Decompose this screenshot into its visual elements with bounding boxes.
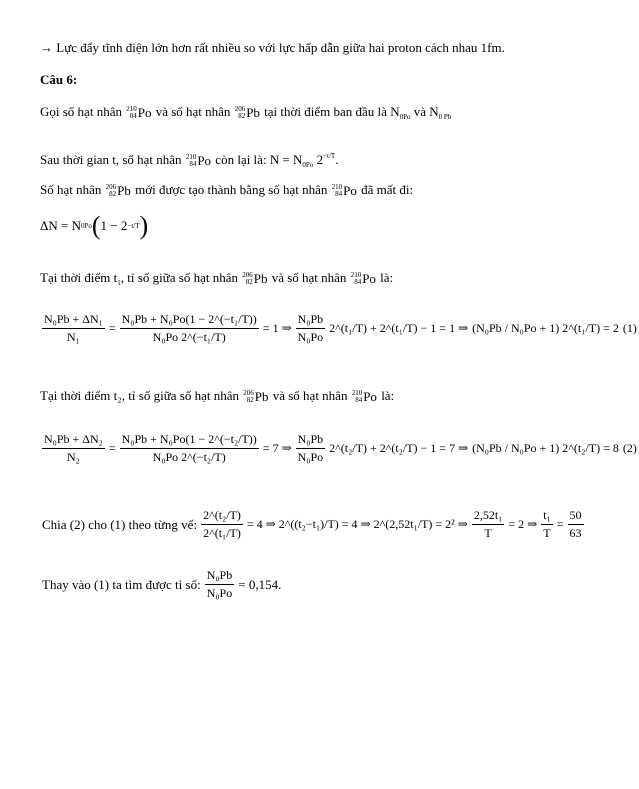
line-t1: Tại thời điểm $t_1$, tỉ số giữa số hạt nhân 206 82 Pb và số hạt nhân 210 84 Po là: (40, 270, 394, 287)
nuclide-pb: 206 82 Pb (234, 105, 260, 121)
line-t2: Tại thời điểm t₂, tỉ số giữa số hạt nhân 206 82 Pb và số hạt nhân 210 84 Po là: (40, 388, 395, 405)
line-goi: Gọi số hạt nhân 210 84 Po và số hạt nhân 206 82 Pb tại thời điểm ban đầu là $N_{0Po}$ và $N_{0 Pb}$ (40, 104, 452, 121)
equation-delta-n: ΔN = N 0Po ( 1 − 2 −t/T ) (40, 211, 149, 240)
equation-1: $\frac{\text{N₀Pb + ΔN₁}}{\text{N₁}}$ = $\frac{\text{N₀Pb + N₀Po(1 − 2\textasciicircum{}(−t₁/T))}}{\text{N₀Po 2\textasciicircum{}(−t₁/T)}}$ = 1 ⇒ $\frac{\text{N₀Pb}}{\text{N₀Po}}$ 2^(t₁/T) + 2^(t₁/T) − 1 = 1 ⇒ (N₀Pb / N₀Po + 1) 2^(t₁/T) = 2 (1) (44, 312, 637, 344)
equation-2: $\frac{\text{N₀Pb + ΔN₂}}{\text{N₂}}$ = $\frac{\text{N₀Pb + N₀Po(1 − 2\textasciicircum{}(−t₂/T))}}{\text{N₀Po 2\textasciicircum{}(−t₂/T)}}$ = 7 ⇒ $\frac{\text{N₀Pb}}{\text{N₀Po}}$ 2^(t₂/T) + 2^(t₂/T) − 1 = 7 ⇒ (N₀Pb / N₀Po + 1) 2^(t₂/T) = 8 (2) (44, 432, 637, 464)
intro-line: → Lực đẩy tĩnh điện lớn hơn rất nhiều so với lực hấp dẫn giữa hai proton cách nhau 1fm. (40, 40, 505, 55)
question-heading: Câu 6: (40, 72, 78, 87)
equation-4: Thay vào (1) ta tìm được tỉ số: $\frac{\text{N₀Pb}}{\text{N₀Po}}$ = 0,154. (42, 568, 282, 600)
equation-3: Chia (2) cho (1) theo từng vế: $\frac{\text{2\textasciicircum{}(t₂/T)}}{\text{2\textasciicircum{}(t₁/T)}}$ = 4 ⇒ 2^((t₂−t₁)/T) = 4 ⇒ 2^(2,52t₁/T) = 2² ⇒ $\frac{\text{2,52t₁}}{T}$ = 2 ⇒ $\frac{\text{t₁}}{T}$ = $\frac{50}{63}$ (42, 508, 582, 540)
line-so-hat-nhan: Số hạt nhân 206 82 Pb mới được tạo thành bằng số hạt nhân 210 84 Po đã mất đi: (40, 182, 414, 199)
nuclide-po: 210 84 Po (126, 105, 152, 121)
line-sau: Sau thời gian t, số hạt nhân 210 84 Po còn lại là: $N = N_{0Po}$ $2^{-t/T}$. (40, 152, 339, 169)
